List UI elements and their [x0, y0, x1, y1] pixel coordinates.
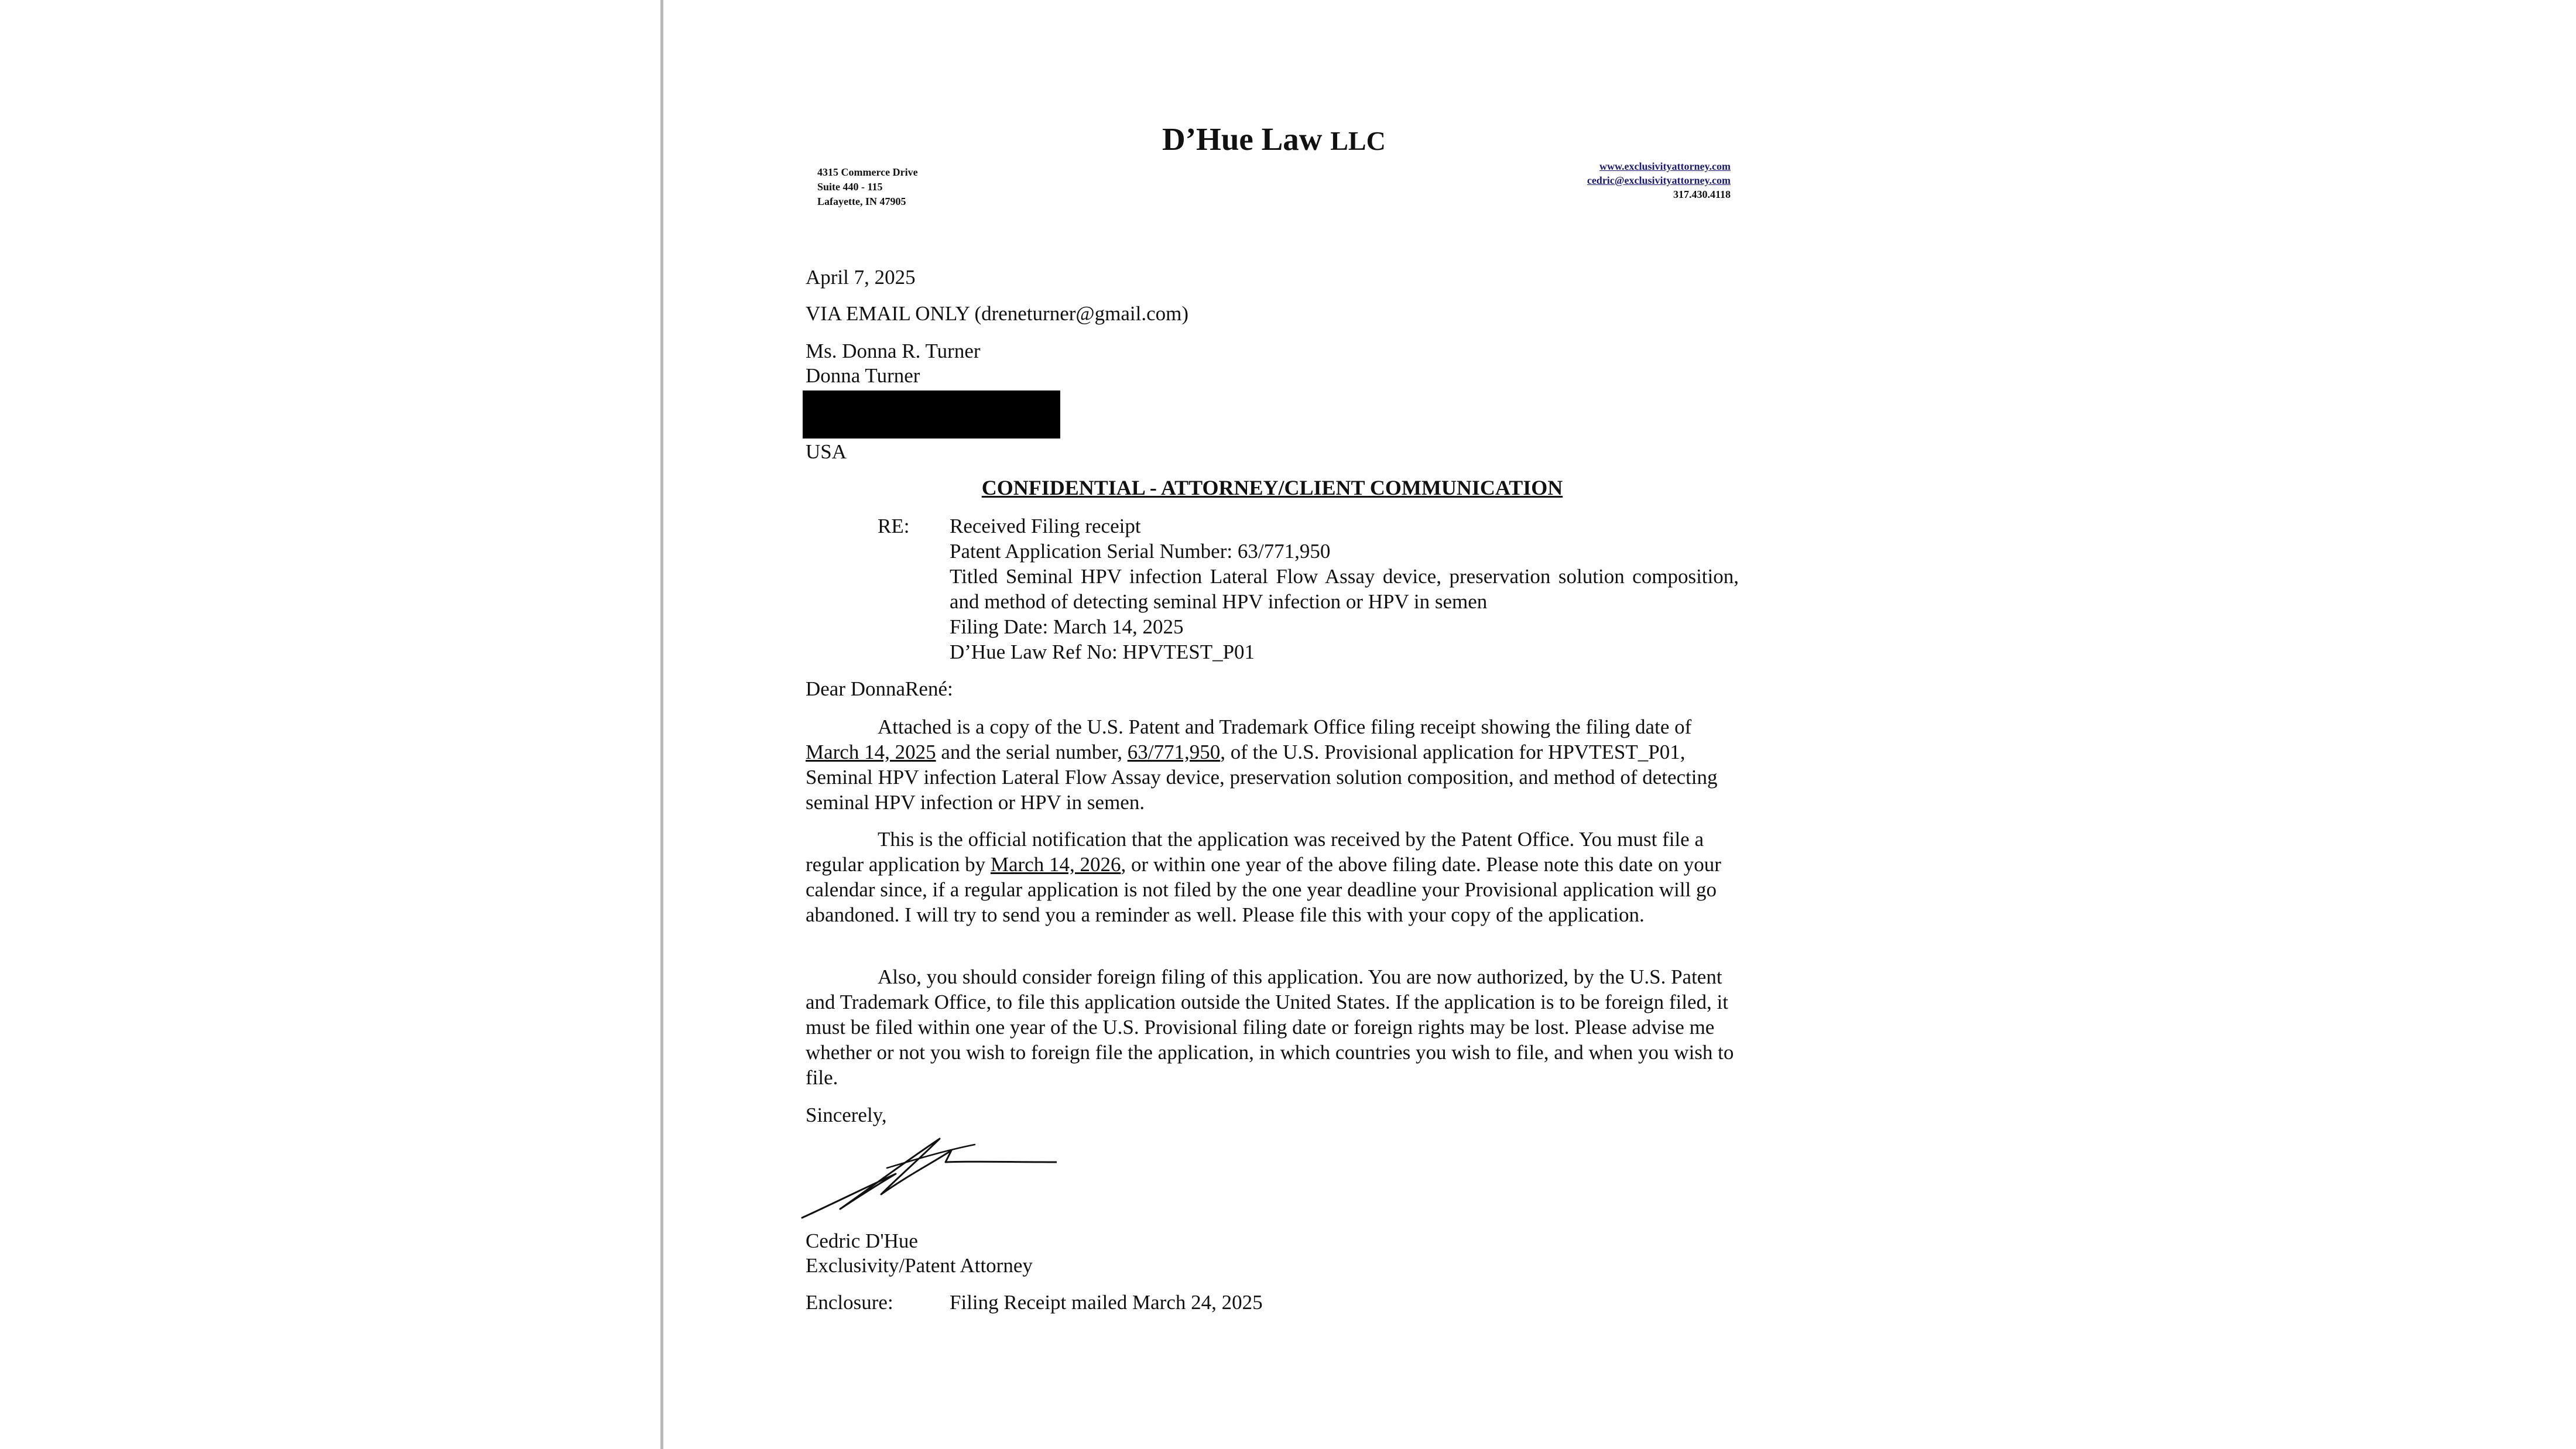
re-subject: Received Filing receipt [950, 515, 1141, 537]
recipient-name: Ms. Donna R. Turner [806, 340, 981, 362]
confidential-heading: CONFIDENTIAL - ATTORNEY/CLIENT COMMUNICATION [981, 476, 1563, 499]
delivery-method: VIA EMAIL ONLY (dreneturner@gmail.com) [806, 302, 1188, 325]
re-filing-date: Filing Date: March 14, 2025 [950, 615, 1184, 638]
email-link[interactable]: cedric@exclusivityattorney.com [1587, 174, 1731, 186]
paragraph-deadline: This is the official notification that the application was received by the Patent Office. You must file a regular application by March 14, 2026, or within one year of the above filing date. Please note this date on your calendar since, if a regular application is not filed by the one year deadline your Provisional application will go abandoned. I will try to send you a reminder as well. Please file this with your copy of the application. [806, 828, 1721, 926]
firm-suffix: LLC [1330, 126, 1386, 156]
deadline-underlined: March 14, 2026 [990, 853, 1121, 876]
letter-date: April 7, 2025 [806, 266, 916, 289]
website-link[interactable]: www.exclusivityattorney.com [1599, 160, 1731, 172]
closing: Sincerely, [806, 1104, 887, 1126]
firm-name: D’Hue Law LLC [1162, 121, 1386, 157]
paragraph-foreign-filing: Also, you should consider foreign filing of this application. You are now authorized, by the U.S. Patent and Trademark Office, to file this application outside the United States. If the application is to be foreign filed, it must be filed within one year of the U.S. Provisional filing date or foreign rights may be lost. Please advise me whether or not you wish to foreign file the application, in which countries you wish to file, and when you wish to file. [806, 965, 1734, 1089]
signature-image [799, 1127, 1057, 1221]
address-line: Lafayette, IN 47905 [817, 196, 906, 207]
firm-contact [1587, 159, 1731, 201]
salutation: Dear DonnaRené: [806, 677, 953, 700]
recipient-country: USA [806, 440, 847, 463]
re-title: Titled Seminal HPV infection Lateral Flow Assay device, preservation solution composition, and method of detecting seminal HPV infection or HPV in semen [950, 565, 1739, 613]
phone-number: 317.430.4118 [1673, 189, 1731, 200]
recipient-alias: Donna Turner [806, 364, 920, 387]
paragraph-filing-receipt: Attached is a copy of the U.S. Patent and Trademark Office filing receipt showing the filing date of March 14, 2025 and the serial number, 63/771,950, of the U.S. Provisional application for HPVTEST_P01, Seminal HPV infection Lateral Flow Assay device, preservation solution composition, and method of detecting seminal HPV infection or HPV in semen. [806, 715, 1718, 814]
serial-number-underlined: 63/771,950 [1127, 741, 1221, 763]
re-label: RE: [878, 515, 910, 537]
signer-name: Cedric D'Hue [806, 1229, 918, 1252]
filing-date-underlined: March 14, 2025 [806, 741, 936, 763]
firm-address [817, 165, 918, 209]
signer-title: Exclusivity/Patent Attorney [806, 1254, 1033, 1277]
re-ref-number: D’Hue Law Ref No: HPVTEST_P01 [950, 640, 1255, 663]
address-line: 4315 Commerce Drive [817, 166, 918, 178]
enclosure-label: Enclosure: [806, 1291, 893, 1314]
re-block [950, 513, 1739, 664]
redacted-address [803, 390, 1060, 439]
address-line: Suite 440 - 115 [817, 181, 883, 193]
enclosure-text: Filing Receipt mailed March 24, 2025 [950, 1291, 1263, 1314]
re-serial-number: Patent Application Serial Number: 63/771,950 [950, 540, 1331, 563]
